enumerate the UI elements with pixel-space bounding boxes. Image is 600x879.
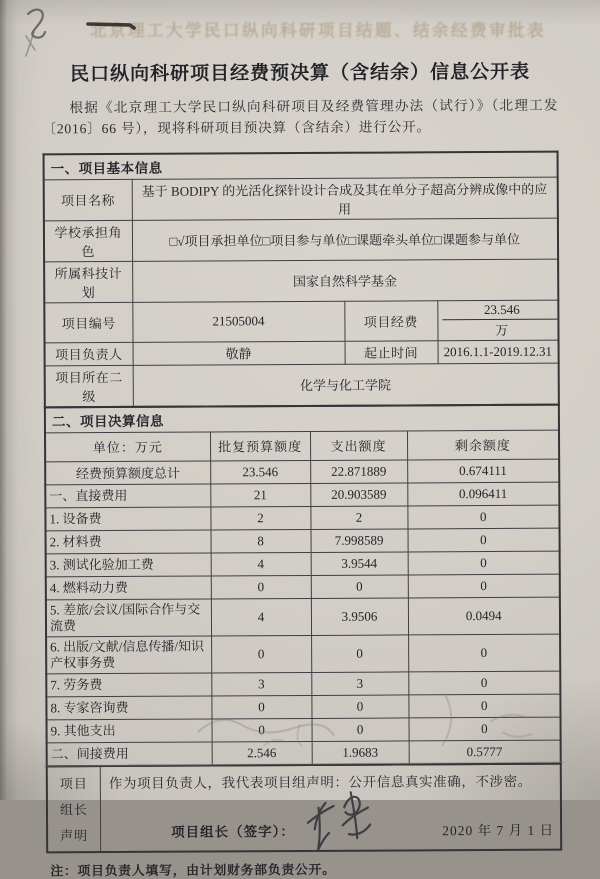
- table-row: [44, 218, 558, 262]
- budget-amount: 23.546: [442, 302, 559, 321]
- handwritten-signature: [301, 787, 387, 849]
- remain-cell: 0.5777: [409, 740, 561, 764]
- table-row: [46, 551, 560, 577]
- table-row: [44, 177, 558, 221]
- signature-label: 项目组长（签字）：: [171, 823, 295, 840]
- table-row: [45, 459, 559, 485]
- row-label: 2. 材料费: [46, 530, 211, 554]
- table-row: [44, 259, 558, 303]
- budget-value-cell: [437, 300, 558, 341]
- table-header-row: [45, 430, 559, 462]
- project-no-label: 项目编号: [44, 302, 132, 342]
- remain-cell: 0: [408, 694, 560, 718]
- table-row: [45, 405, 559, 433]
- remain-cell: 0: [408, 551, 560, 575]
- remain-cell: 0: [408, 528, 560, 552]
- bleed-scribble: [442, 696, 451, 746]
- role-label: 学校承担角色: [44, 220, 132, 261]
- remain-cell: 0.674111: [407, 459, 559, 483]
- budget-cell: 0: [211, 635, 311, 673]
- handwritten-squiggle: [28, 10, 45, 38]
- table-row: [46, 597, 560, 637]
- budget-cell: 2.546: [212, 741, 312, 765]
- spent-cell: 0: [311, 695, 408, 719]
- spent-cell: 1.9683: [312, 741, 409, 765]
- col-header-remaining: 剩余额度: [407, 430, 559, 460]
- row-label: 二、间接费用: [47, 742, 212, 766]
- declaration-label-line: 声明: [60, 828, 89, 844]
- budget-cell: 0: [212, 718, 312, 742]
- intro-paragraph: 根据《北京理工大学民口纵向科研项目及经费管理办法（试行）》（北理工发〔2016〕66 号），现将科研项目预决算（含结余）进行公开。: [42, 97, 559, 137]
- spent-cell: 20.903589: [310, 483, 407, 507]
- budget-cell: 0: [211, 695, 311, 719]
- spent-cell: 3.9506: [311, 598, 408, 636]
- budget-cell: 3: [211, 672, 311, 696]
- project-no-value: 21505004: [132, 301, 344, 342]
- row-label: 1. 设备费: [45, 507, 210, 531]
- bleed-through-scribbles: [28, 688, 576, 793]
- table-row: [44, 300, 558, 343]
- row-label: 8. 专家咨询费: [46, 696, 211, 720]
- declaration-label-line: 项目: [59, 776, 88, 792]
- spent-cell: 0: [311, 718, 408, 742]
- dept-value: 化学与化工学院: [133, 363, 559, 407]
- spent-cell: 0: [311, 575, 408, 599]
- project-name-value: 基于 BODIPY 的光活化探针设计合成及其在单分子超高分辨成像中的应用: [132, 177, 558, 220]
- budget-cell: 8: [211, 529, 311, 553]
- bleed-through-title: 北京理工大学民口纵向科研项目结题、结余经费审批表: [90, 21, 546, 40]
- signature-date: 2020 年 7 月 1 日: [442, 822, 555, 839]
- table-row: [44, 152, 558, 180]
- col-header-approved: 批复预算额度: [210, 431, 310, 461]
- dept-label: 项目所在二级: [45, 365, 133, 407]
- basic-info-table: [43, 151, 560, 409]
- budget-label: 项目经费: [344, 301, 437, 341]
- row-label: 4. 燃料动力费: [46, 576, 211, 600]
- budget-cell: 23.546: [210, 460, 310, 484]
- row-label: 7. 劳务费: [46, 673, 211, 697]
- pi-name: 敬静: [133, 341, 345, 365]
- duration-value: 2016.1.1-2019.12.31: [438, 340, 559, 364]
- spent-cell: 0: [311, 635, 408, 673]
- table-row: [45, 505, 559, 531]
- table-row: [46, 574, 560, 600]
- budget-cell: 21: [210, 483, 310, 507]
- spent-cell: 22.871889: [310, 460, 407, 484]
- role-checkboxes: □√项目承担单位□项目参与单位□课题牵头单位□课题参与单位: [132, 218, 558, 261]
- spent-cell: 3: [311, 672, 408, 696]
- col-header-spent: 支出额度: [310, 431, 407, 461]
- duration-label: 起止时间: [345, 341, 438, 364]
- table-row: [45, 482, 559, 508]
- table-row: [46, 528, 560, 554]
- spent-cell: 7.998589: [311, 529, 408, 553]
- budget-unit: 万: [495, 322, 509, 338]
- bleed-line: [44, 762, 564, 766]
- page-title: 民口纵向科研项目经费预决算（含结余）信息公开表: [70, 61, 531, 86]
- table-row: [45, 340, 559, 366]
- col-header-unit: 单位：万元: [45, 432, 210, 462]
- handwritten-dash: [88, 24, 134, 28]
- row-label: 3. 测试化验加工费: [46, 553, 211, 577]
- table-row: [46, 634, 560, 674]
- declaration-statement: 作为项目负责人，我代表项目组声明：公开信息真实准确，不涉密。: [108, 773, 532, 791]
- program-value: 国家自然科学基金: [132, 259, 558, 302]
- table-row: [45, 363, 559, 407]
- spent-cell: 2: [310, 506, 407, 530]
- remain-cell: 0.0494: [408, 597, 560, 635]
- pi-label: 项目负责人: [45, 342, 133, 365]
- row-label: 9. 其他支出: [47, 719, 212, 743]
- budget-cell: 4: [211, 598, 311, 636]
- row-label: 经费预算额度总计: [45, 461, 210, 485]
- spent-cell: 3.9544: [311, 552, 408, 576]
- declaration-label-line: 组长: [59, 802, 89, 818]
- row-label: 5. 差旅/会议/国际合作与交流费: [46, 599, 211, 637]
- section-title-settlement: 二、项目决算信息: [45, 405, 559, 433]
- budget-cell: 0: [211, 575, 311, 599]
- row-label: 6. 出版/文献/信息传播/知识产权事务费: [46, 636, 211, 674]
- remain-cell: 0.096411: [407, 482, 559, 506]
- remain-cell: 0: [407, 505, 559, 529]
- remain-cell: 0: [408, 671, 560, 695]
- program-label: 所属科技计划: [44, 261, 132, 302]
- remain-cell: 0: [408, 574, 560, 598]
- bleed-scribble: [198, 720, 334, 736]
- remain-cell: 0: [408, 634, 560, 672]
- section-title-basic-info: 一、项目基本信息: [44, 152, 558, 180]
- footer-note: 注：项目负责人填写，由计划财务部负责公开。: [50, 862, 336, 879]
- budget-cell: 4: [211, 552, 311, 576]
- project-name-label: 项目名称: [44, 179, 132, 220]
- budget-cell: 2: [210, 506, 310, 530]
- bleed-scribble: [490, 715, 532, 737]
- row-label: 一、直接费用: [45, 484, 210, 508]
- remain-cell: 0: [408, 717, 560, 741]
